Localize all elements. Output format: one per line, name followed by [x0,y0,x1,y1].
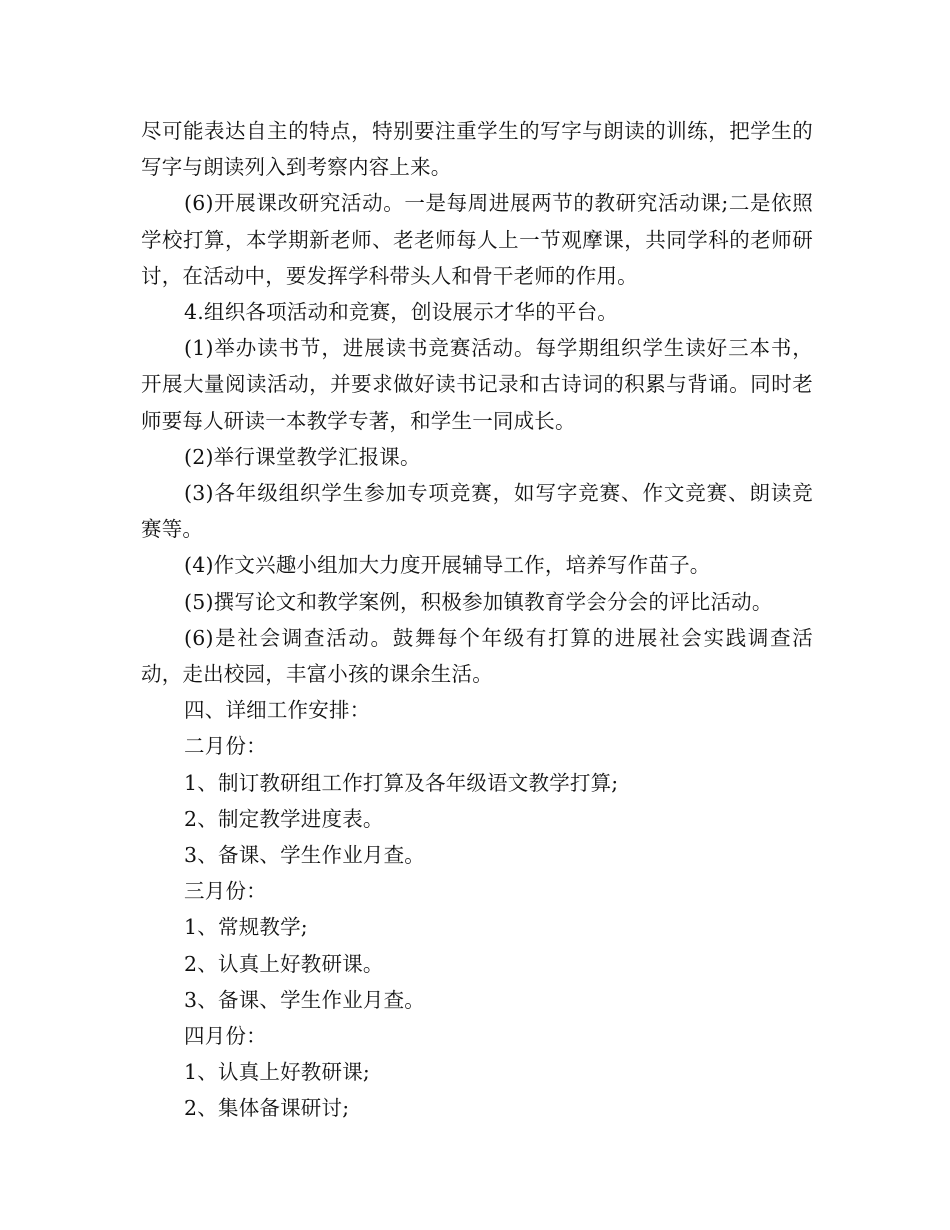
paragraph-item-4-writing-group: (4)作文兴趣小组加大力度开展辅导工作，培养写作苗子。 [184,553,711,578]
paragraph-item-1-reading-festival: (1)举办读书节，进展读书竞赛活动。每学期组织学生读好三本书，开展大量阅读活动，并要求做好读书记录和古诗词的积累与背诵。同时老师要每人研读一本教学专著，和学生一同成长。 [141,336,813,433]
list-item: 2、制定教学进度表。 [184,806,384,831]
paragraph-item-6-social-survey: (6)是社会调查活动。鼓舞每个年级有打算的进展社会实践调查活动，走出校园，丰富小孩的课余生活。 [141,625,813,687]
paragraph-item-5-papers: (5)撰写论文和教学案例，积极参加镇教育学会分会的评比活动。 [184,589,773,614]
month-heading-march: 三月份： [184,879,267,904]
list-item: 1、制订教研组工作打算及各年级语文教学打算; [184,770,619,795]
list-item: 3、备课、学生作业月查。 [184,987,425,1012]
paragraph-continuation: 尽可能表达自主的特点，特别要注重学生的写字与朗读的训练，把学生的写字与朗读列入到考察内容上来。 [141,119,813,180]
paragraph-item-2-report-lesson: (2)举行课堂教学汇报课。 [184,444,421,469]
month-heading-february: 二月份： [184,734,267,759]
list-item: 1、常规教学; [184,915,308,940]
list-item: 1、认真上好教研课; [184,1060,370,1085]
section-heading-4-activities: 4.组织各项活动和竞赛，创设展示才华的平台。 [184,300,619,325]
list-item: 2、认真上好教研课。 [184,951,384,976]
month-heading-april: 四月份： [184,1024,267,1049]
document-body [141,113,813,1127]
list-item: 3、备课、学生作业月查。 [184,843,425,868]
list-item: 2、集体备课研讨; [184,1096,350,1121]
section-heading-work-schedule: 四、详细工作安排： [184,698,371,723]
paragraph-item-6-curriculum-research: (6)开展课改研究活动。一是每周进展两节的教研究活动课;二是依照学校打算，本学期新老师、老老师每人上一节观摩课，共同学科的老师研讨，在活动中，要发挥学科带头人和骨干老师的作用。 [141,191,813,288]
paragraph-item-3-competitions: (3)各年级组织学生参加专项竞赛，如写字竞赛、作文竞赛、朗读竞赛等。 [141,481,813,542]
